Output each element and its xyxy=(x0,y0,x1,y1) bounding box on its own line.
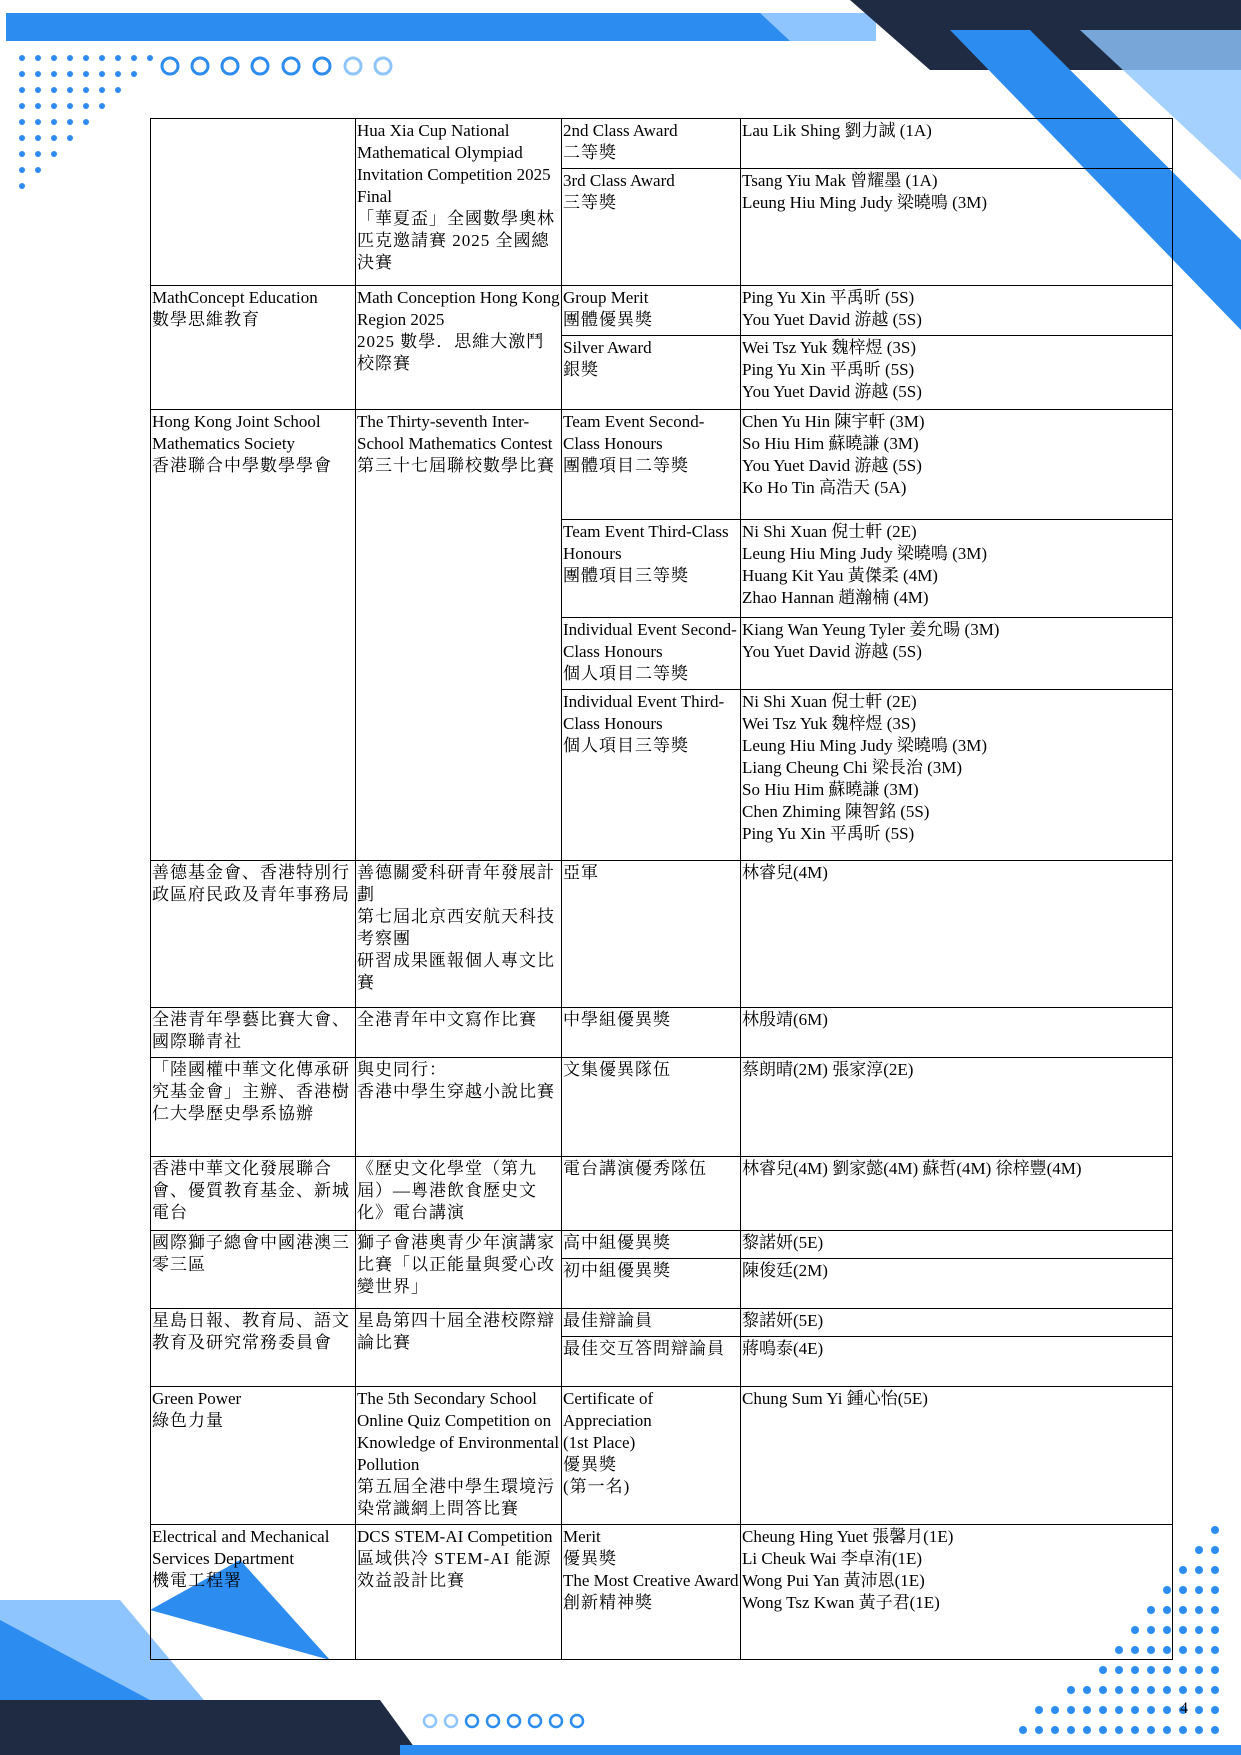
award-cell: Individual Event Second-Class Honours 個人項目二等獎 xyxy=(562,618,741,690)
organizer-cell: 國際獅子總會中國港澳三零三區 xyxy=(151,1231,356,1309)
organizer-cell: Hong Kong Joint School Mathematics Society 香港聯合中學數學學會 xyxy=(151,410,356,861)
award-cell: Individual Event Third-Class Honours 個人項目三等獎 xyxy=(562,690,741,861)
award-cell: Silver Award 銀獎 xyxy=(562,336,741,410)
top-circle-row xyxy=(162,58,391,74)
bottom-circle-row xyxy=(424,1715,583,1727)
winners-cell: Kiang Wan Yeung Tyler 姜允暘 (3M) You Yuet David 游越 (5S) xyxy=(741,618,1173,690)
competition-cell: 善德關愛科研青年發展計劃 第七屆北京西安航天科技考察團 研習成果匯報個人專文比賽 xyxy=(356,861,562,1008)
bottom-left-dark-shape xyxy=(0,1700,420,1755)
winners-cell: 陳俊廷(2M) xyxy=(741,1259,1173,1309)
table-row xyxy=(151,861,1173,1008)
competition-cell: Hua Xia Cup National Mathematical Olympiad Invitation Competition 2025 Final 「華夏盃」全國數學奧林匹克邀請賽 2025 全國總決賽 xyxy=(356,119,562,286)
winners-cell: Tsang Yiu Mak 曾耀墨 (1A) Leung Hiu Ming Judy 梁曉鳴 (3M) xyxy=(741,169,1173,286)
table-row xyxy=(151,1008,1173,1058)
top-left-dot-grid xyxy=(19,55,153,189)
winners-cell: 林殷靖(6M) xyxy=(741,1008,1173,1058)
table-row xyxy=(151,1525,1173,1660)
winners-cell: Wei Tsz Yuk 魏梓煜 (3S) Ping Yu Xin 平禹昕 (5S) You Yuet David 游越 (5S) xyxy=(741,336,1173,410)
organizer-cell: 香港中華文化發展聯合會、優質教育基金、新城電台 xyxy=(151,1157,356,1231)
organizer-cell xyxy=(151,119,356,286)
table-row xyxy=(151,1387,1173,1525)
page-number: 4 xyxy=(1180,1700,1188,1717)
award-cell: 文集優異隊伍 xyxy=(562,1058,741,1157)
award-cell: 中學組優異獎 xyxy=(562,1008,741,1058)
award-cell: 2nd Class Award 二等獎 xyxy=(562,119,741,169)
award-cell: Merit 優異獎 The Most Creative Award 創新精神獎 xyxy=(562,1525,741,1660)
bottom-banner xyxy=(400,1745,1241,1755)
competition-cell: 與史同行： 香港中學生穿越小說比賽 xyxy=(356,1058,562,1157)
organizer-cell: 善德基金會、香港特別行政區府民政及青年事務局 xyxy=(151,861,356,1008)
award-cell: 最佳交互答問辯論員 xyxy=(562,1337,741,1387)
table-row xyxy=(151,286,1173,336)
award-cell: 3rd Class Award 三等獎 xyxy=(562,169,741,286)
table-row xyxy=(151,1157,1173,1231)
competition-cell: 全港青年中文寫作比賽 xyxy=(356,1008,562,1058)
winners-cell: Lau Lik Shing 劉力誠 (1A) xyxy=(741,119,1173,169)
award-cell: 亞軍 xyxy=(562,861,741,1008)
table-row xyxy=(151,1309,1173,1337)
competition-cell: 《歷史文化學堂（第九屆）—粵港飲食歷史文化》電台講演 xyxy=(356,1157,562,1231)
organizer-cell: 星島日報、教育局、語文教育及研究常務委員會 xyxy=(151,1309,356,1387)
award-cell: Team Event Third-Class Honours 團體項目三等獎 xyxy=(562,520,741,618)
table-row xyxy=(151,1231,1173,1259)
competition-cell: 獅子會港奧青少年演講家比賽「以正能量與愛心改變世界」 xyxy=(356,1231,562,1309)
winners-cell: Ni Shi Xuan 倪士軒 (2E) Wei Tsz Yuk 魏梓煜 (3S) Leung Hiu Ming Judy 梁曉鳴 (3M) Liang Cheung Chi 梁長治 (3M) So Hiu Him 蘇曉謙 (3M) Chen Zhiming 陳智銘 (5S) Ping Yu Xin 平禹昕 (5S) xyxy=(741,690,1173,861)
organizer-cell: 「陸國權中華文化傳承研究基金會」主辦、香港樹仁大學歷史學系協辦 xyxy=(151,1058,356,1157)
competition-cell: Math Conception Hong Kong Region 2025 2025 數學．思維大激鬥校際賽 xyxy=(356,286,562,410)
award-cell: 電台講演優秀隊伍 xyxy=(562,1157,741,1231)
winners-cell: Chung Sum Yi 鍾心怡(5E) xyxy=(741,1387,1173,1525)
winners-cell: Cheung Hing Yuet 張馨月(1E) Li Cheuk Wai 李卓洧(1E) Wong Pui Yan 黃沛恩(1E) Wong Tsz Kwan 黃子君(1E) xyxy=(741,1525,1173,1660)
winners-cell: 蔣鳴泰(4E) xyxy=(741,1337,1173,1387)
award-cell: Certificate of Appreciation (1st Place) 優異獎 (第一名) xyxy=(562,1387,741,1525)
table-row xyxy=(151,1058,1173,1157)
organizer-cell: 全港青年學藝比賽大會、國際聯青社 xyxy=(151,1008,356,1058)
competition-cell: The Thirty-seventh Inter-School Mathematics Contest 第三十七屆聯校數學比賽 xyxy=(356,410,562,861)
winners-cell: 林睿兒(4M) xyxy=(741,861,1173,1008)
award-cell: 最佳辯論員 xyxy=(562,1309,741,1337)
organizer-cell: Electrical and Mechanical Services Department 機電工程署 xyxy=(151,1525,356,1660)
winners-cell: Chen Yu Hin 陳宇軒 (3M) So Hiu Him 蘇曉謙 (3M) You Yuet David 游越 (5S) Ko Ho Tin 高浩天 (5A) xyxy=(741,410,1173,520)
award-cell: Team Event Second-Class Honours 團體項目二等獎 xyxy=(562,410,741,520)
awards-table xyxy=(150,118,1173,1660)
winners-cell: Ni Shi Xuan 倪士軒 (2E) Leung Hiu Ming Judy 梁曉鳴 (3M) Huang Kit Yau 黃傑柔 (4M) Zhao Hannan 趙瀚楠 (4M) xyxy=(741,520,1173,618)
winners-cell: 蔡朗晴(2M) 張家淳(2E) xyxy=(741,1058,1173,1157)
competition-cell: 星島第四十屆全港校際辯論比賽 xyxy=(356,1309,562,1387)
competition-cell: The 5th Secondary School Online Quiz Competition on Knowledge of Environmental Pollution 第五屆全港中學生環境污染常識網上問答比賽 xyxy=(356,1387,562,1525)
award-cell: 初中組優異獎 xyxy=(562,1259,741,1309)
table-row xyxy=(151,119,1173,169)
competition-cell: DCS STEM-AI Competition 區域供冷 STEM-AI 能源效益設計比賽 xyxy=(356,1525,562,1660)
winners-cell: 黎諾妍(5E) xyxy=(741,1309,1173,1337)
table-row xyxy=(151,410,1173,520)
winners-cell: Ping Yu Xin 平禹昕 (5S) You Yuet David 游越 (5S) xyxy=(741,286,1173,336)
top-banner xyxy=(6,13,876,41)
winners-cell: 黎諾妍(5E) xyxy=(741,1231,1173,1259)
award-cell: 高中組優異獎 xyxy=(562,1231,741,1259)
award-cell: Group Merit 團體優異獎 xyxy=(562,286,741,336)
winners-cell: 林睿兒(4M) 劉家懿(4M) 蘇哲(4M) 徐梓豐(4M) xyxy=(741,1157,1173,1231)
organizer-cell: MathConcept Education 數學思維教育 xyxy=(151,286,356,410)
organizer-cell: Green Power 綠色力量 xyxy=(151,1387,356,1525)
